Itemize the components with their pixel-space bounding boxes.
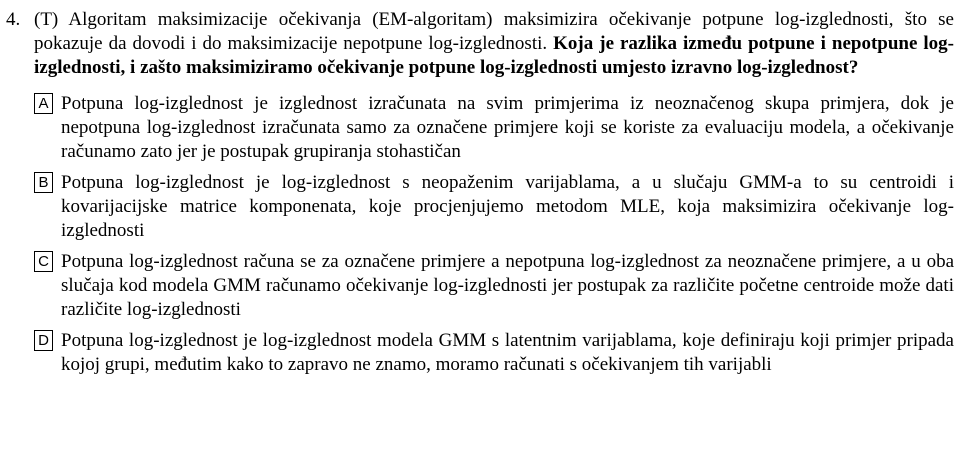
option-c-text: Potpuna log-izglednost računa se za označene primjere a nepotpuna log-izglednost za neoznačene primjere, a u oba slučaja kod modela GMM računamo očekivanje log-izglednosti jer postupak za različite početne centroide može dati različite log-izglednosti [61,251,954,320]
option-c-checkbox[interactable]: C [34,251,53,272]
question-text-bold: Koja je razlika između potpune i nepotpune log-izglednosti, i zašto maksimiziramo očekivanje potpune log-izglednosti umjesto izravno log-izglednost? [34,33,955,78]
option-d-text: Potpuna log-izglednost je log-izglednost modela GMM s latentnim varijablama, koje definiraju koji primjer pripada kojoj grupi, međutim kako to zapravo ne znamo, moramo računati s očekivanjem tih varijabli [61,330,954,375]
option-b[interactable] [34,171,954,243]
question [6,8,954,80]
option-b-text: Potpuna log-izglednost je log-izglednost s neopaženim varijablama, a u slučaju GMM-a to su centroidi i kovarijacijske matrice komponenata, koje procjenjujemo metodom MLE, koja maksimizira očekivanje log-izglednosti [61,172,954,241]
option-c[interactable] [34,250,954,322]
question-text [34,8,954,80]
question-text-plain: (T) Algoritam maksimizacije očekivanja (EM-algoritam) maksimizira očekivanje potpune log-izglednosti, što se pokazuje da dovodi i do maksimizacije nepotpune log-izglednosti. [34,9,954,54]
option-a[interactable] [34,92,954,164]
answer-options [6,92,954,377]
option-a-text: Potpuna log-izglednost je izglednost izračunata na svim primjerima iz neoznačenog skupa primjera, dok je nepotpuna log-izglednost izračunata samo za označene primjere koji se koriste za evaluaciju modela, a očekivanje računamo zato jer je postupak grupiranja stohastičan [61,93,954,162]
question-number: 4. [6,9,21,30]
option-b-checkbox[interactable]: B [34,172,53,193]
option-a-checkbox[interactable]: A [34,93,53,114]
option-d[interactable] [34,329,954,377]
option-d-checkbox[interactable]: D [34,330,53,351]
